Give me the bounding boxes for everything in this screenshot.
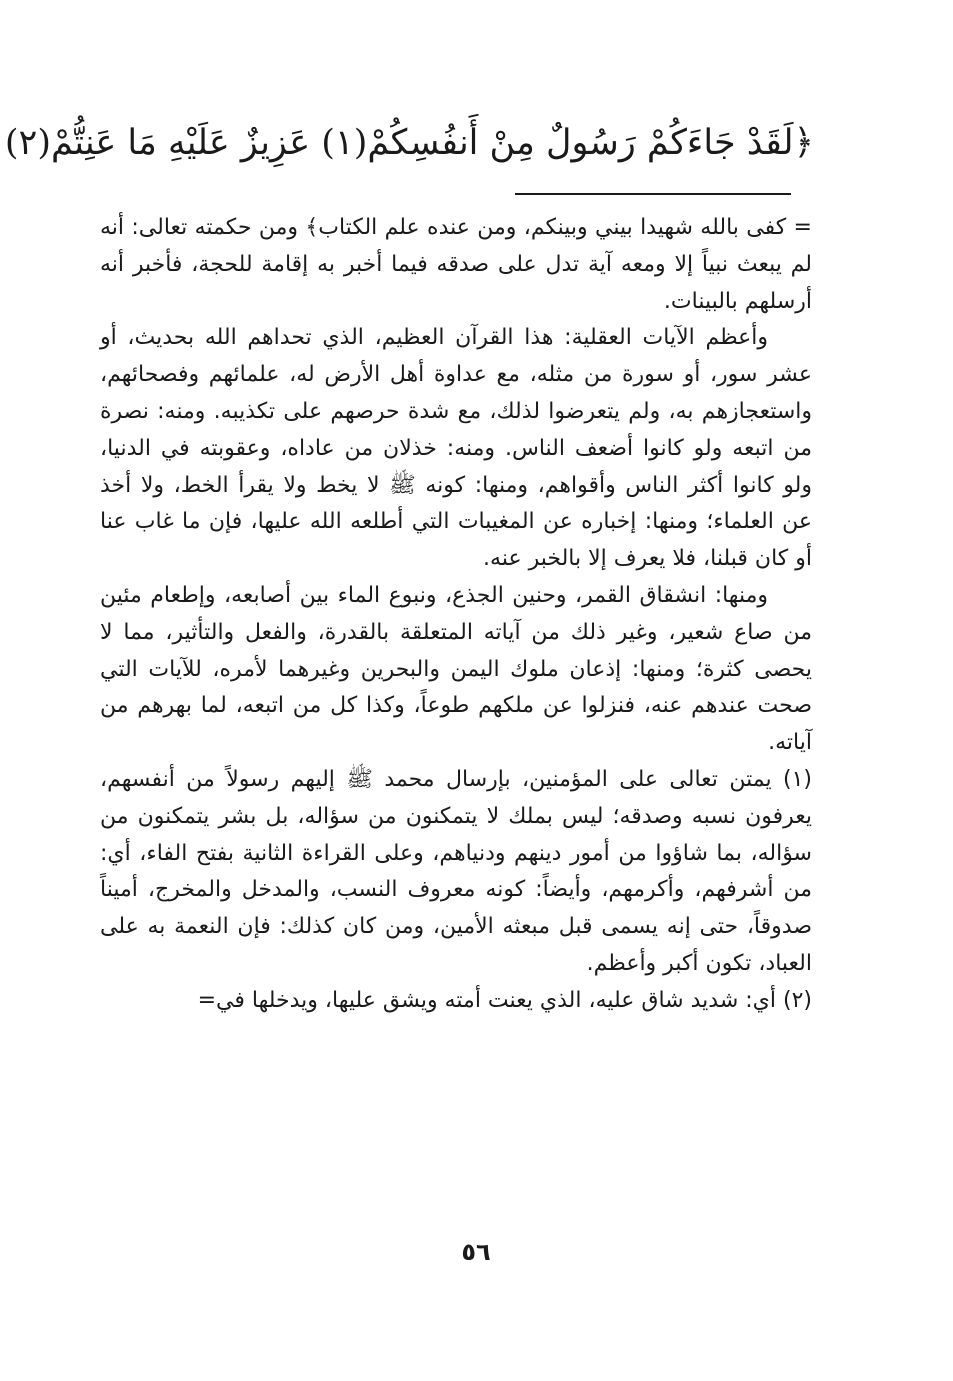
footnote-continuation: = كفى بالله شهيدا بيني وبينكم، ومن عنده علم الكتاب﴾ ومن حكمته تعالى: أنه لم يبعث نبياً إلا ومعه آية تدل على صدقه فيما أخبر به إقامة للحجة، فأخبر أنه أرسلهم بالبينات. [100, 215, 812, 314]
page-number: ٥٦ [461, 1238, 491, 1266]
paragraph-rational-signs: وأعظم الآيات العقلية: هذا القرآن العظيم، الذي تحداهم الله بحديث، أو عشر سور، أو سورة من مثله، مع عداوة أهل الأرض له، علمائهم وفصحائهم، واستعجازهم به، ولم يتعرضوا لذلك، مع شدة حرصهم على تكذيبه. ومنه: نصرة من اتبعه ولو كانوا أضعف الناس. ومنه: خذلان من عاداه، وعقوبته في الدنيا، ولو كانوا أكثر الناس وأقواهم، ومنها: كونه ﷺ لا يخط ولا يقرأ الخط، ولا أخذ عن العلماء؛ ومنها: إخباره عن المغيبات التي أطلعه الله عليها، فإن ما غاب عنا أو كان قبلنا، فلا يعرف إلا بالخبر عنه. [100, 325, 812, 572]
footnote-2: (٢) أي: شديد شاق عليه، الذي يعنت أمته ويشق عليها، ويدخلها في= [197, 987, 812, 1013]
paragraph-miracles: ومنها: انشقاق القمر، وحنين الجذع، ونبوع الماء بين أصابعه، وإطعام مئين من صاع شعير، وغير ذلك من آياته المتعلقة بالقدرة، والفعل والتأثير، مما لا يحصى كثرة؛ ومنها: إذعان ملوك اليمن والبحرين وغيرهما لأمره، للآيات التي صحت عندهم عنه، فنزلوا عن ملكهم طوعاً، وكذا كل من اتبعه، لما بهرهم من آياته. [100, 582, 812, 756]
quran-verse: ﴿لَقَدْ جَاءَكُمْ رَسُولٌ مِنْ أَنفُسِكُمْ(١) عَزِيزٌ عَلَيْهِ مَا عَنِتُّمْ(٢) [4, 123, 814, 163]
footnotes-body [100, 210, 812, 1020]
footnote-separator-line [515, 193, 791, 195]
footnote-1: (١) يمتن تعالى على المؤمنين، بإرسال محمد ﷺ إليهم رسولاً من أنفسهم، يعرفون نسبه وصدقه؛ ليس بملك لا يتمكنون من سؤاله، بل بشر يتمكنون من سؤاله، بما شاؤوا من أمور دينهم ودنياهم، وعلى القراءة الثانية بفتح الفاء، أي: من أشرفهم، وأكرمهم، وأيضاً: كونه معروف النسب، والمدخل والمخرج، أميناً صدوقاً، حتى إنه يسمى قبل مبعثه الأمين، ومن كان كذلك: فإن النعمة به على العباد، تكون أكبر وأعظم. [100, 766, 812, 976]
